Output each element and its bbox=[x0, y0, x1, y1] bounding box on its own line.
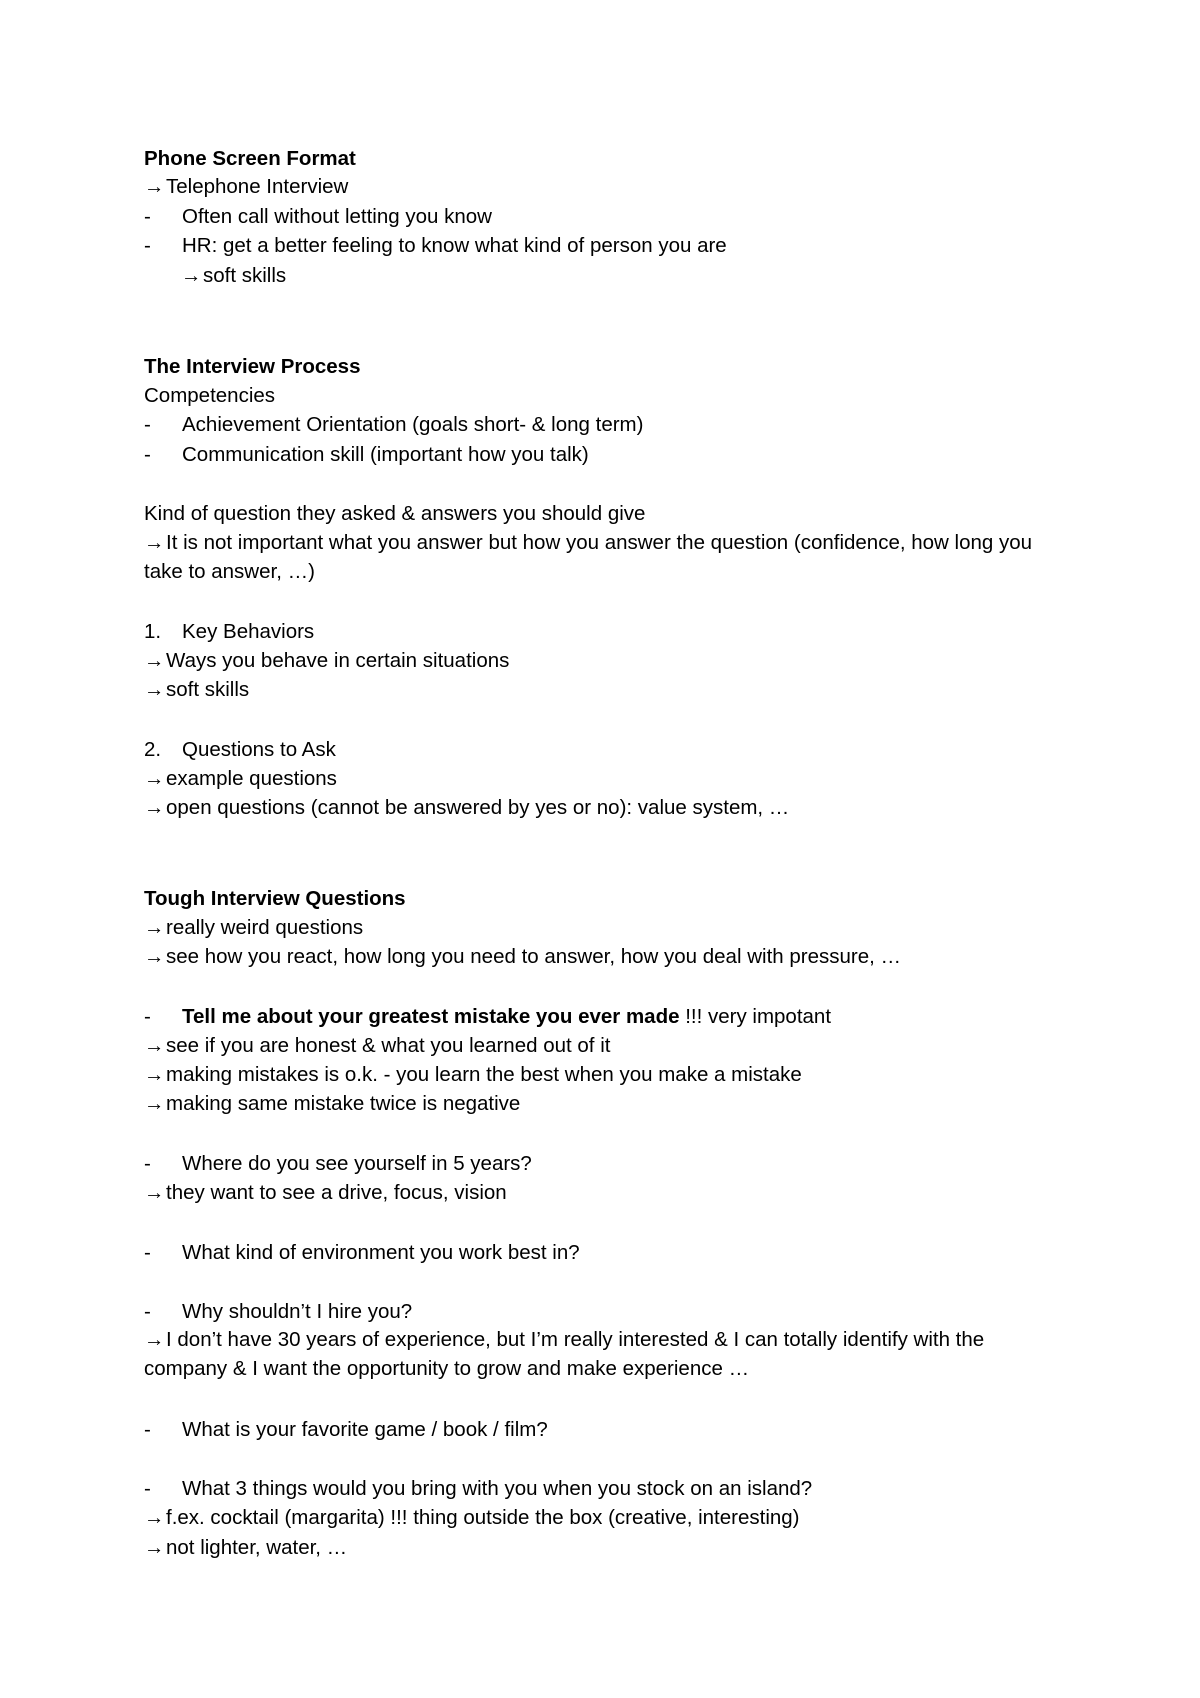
arrow-line bbox=[144, 1536, 347, 1560]
numbered-item bbox=[144, 738, 336, 762]
question-text: What kind of environment you work best in? bbox=[182, 1241, 580, 1264]
question-text: What is your favorite game / book / film? bbox=[182, 1418, 548, 1441]
arrow-paragraph bbox=[144, 528, 1064, 586]
paragraph-kind: Kind of question they asked & answers you should give bbox=[144, 502, 646, 525]
arrow-icon: → bbox=[144, 531, 165, 554]
bullet-item bbox=[144, 234, 727, 258]
subheading-competencies: Competencies bbox=[144, 384, 276, 407]
dash-bullet: - bbox=[144, 1152, 151, 1175]
arrow-icon: → bbox=[144, 1506, 165, 1529]
line-text: making same mistake twice is negative bbox=[166, 1092, 521, 1115]
arrow-icon: → bbox=[144, 1092, 165, 1115]
question-item bbox=[144, 1152, 532, 1176]
question-note: !!! very impotant bbox=[679, 1005, 832, 1028]
item-text: Key Behaviors bbox=[182, 620, 315, 643]
question-item bbox=[144, 1241, 580, 1265]
bullet-item bbox=[144, 413, 643, 437]
arrow-line bbox=[144, 916, 363, 940]
line-text: example questions bbox=[166, 767, 337, 790]
dash-bullet: - bbox=[144, 1300, 151, 1323]
line-text: soft skills bbox=[203, 264, 287, 287]
item-text: Questions to Ask bbox=[182, 738, 336, 761]
line-text: It is not important what you answer but how you answer the question (confidence, how long you take to answer, …) bbox=[144, 531, 1033, 583]
arrow-icon: → bbox=[144, 1181, 165, 1204]
question-text: Where do you see yourself in 5 years? bbox=[182, 1152, 532, 1175]
question-bold-text: Tell me about your greatest mistake you ever made bbox=[182, 1005, 680, 1028]
dash-bullet: - bbox=[144, 1477, 151, 1500]
question-text: Why shouldn’t I hire you? bbox=[182, 1300, 413, 1323]
dash-bullet: - bbox=[144, 1241, 151, 1264]
arrow-icon: → bbox=[144, 678, 165, 701]
line-text: Telephone Interview bbox=[166, 175, 349, 198]
arrow-line bbox=[144, 1034, 610, 1058]
line-text: see how you react, how long you need to answer, how you deal with pressure, … bbox=[166, 945, 902, 968]
bullet-text: Communication skill (important how you talk) bbox=[182, 443, 589, 466]
dash-bullet: - bbox=[144, 205, 151, 228]
dash-bullet: - bbox=[144, 443, 151, 466]
arrow-icon: → bbox=[144, 1328, 165, 1351]
arrow-paragraph bbox=[144, 1325, 1064, 1383]
line-text: open questions (cannot be answered by yes or no): value system, … bbox=[166, 796, 790, 819]
arrow-icon: → bbox=[144, 1034, 165, 1057]
arrow-line bbox=[144, 1092, 520, 1116]
arrow-icon: → bbox=[144, 767, 165, 790]
arrow-line bbox=[144, 767, 337, 791]
bullet-text: HR: get a better feeling to know what kind of person you are bbox=[182, 234, 727, 257]
line-text: they want to see a drive, focus, vision bbox=[166, 1181, 507, 1204]
line-text: soft skills bbox=[166, 678, 250, 701]
line-text: see if you are honest & what you learned out of it bbox=[166, 1034, 611, 1057]
arrow-icon: → bbox=[181, 264, 202, 287]
arrow-line bbox=[144, 1181, 507, 1205]
arrow-icon: → bbox=[144, 1063, 165, 1086]
arrow-icon: → bbox=[144, 175, 165, 198]
question-text: What 3 things would you bring with you when you stock on an island? bbox=[182, 1477, 813, 1500]
arrow-line bbox=[144, 175, 348, 199]
sub-arrow-line bbox=[181, 264, 286, 288]
question-item bbox=[144, 1005, 831, 1029]
dash-bullet: - bbox=[144, 1005, 151, 1028]
bullet-item bbox=[144, 205, 492, 229]
question-item bbox=[144, 1418, 548, 1442]
numbered-item bbox=[144, 620, 314, 644]
line-text: Ways you behave in certain situations bbox=[166, 649, 510, 672]
bullet-text: Often call without letting you know bbox=[182, 205, 492, 228]
dash-bullet: - bbox=[144, 1418, 151, 1441]
dash-bullet: - bbox=[144, 234, 151, 257]
arrow-icon: → bbox=[144, 1536, 165, 1559]
list-number: 2. bbox=[144, 738, 162, 761]
line-text: not lighter, water, … bbox=[166, 1536, 348, 1559]
question-item bbox=[144, 1300, 412, 1324]
arrow-line bbox=[144, 678, 249, 702]
question-item bbox=[144, 1477, 812, 1501]
arrow-line bbox=[144, 945, 901, 969]
bullet-item bbox=[144, 443, 589, 467]
line-text: making mistakes is o.k. - you learn the best when you make a mistake bbox=[166, 1063, 802, 1086]
arrow-line bbox=[144, 1506, 800, 1530]
arrow-line bbox=[144, 649, 509, 673]
line-text: f.ex. cocktail (margarita) !!! thing outside the box (creative, interesting) bbox=[166, 1506, 800, 1529]
section-heading-process: The Interview Process bbox=[144, 355, 361, 378]
arrow-icon: → bbox=[144, 945, 165, 968]
section-heading-phone: Phone Screen Format bbox=[144, 147, 356, 170]
line-text: I don’t have 30 years of experience, but I’m really interested & I can totally identify with the company & I want the opportunity to grow and make experience … bbox=[144, 1328, 985, 1380]
list-number: 1. bbox=[144, 620, 162, 643]
arrow-line bbox=[144, 796, 789, 820]
arrow-line bbox=[144, 1063, 802, 1087]
bullet-text: Achievement Orientation (goals short- & long term) bbox=[182, 413, 644, 436]
section-heading-tough: Tough Interview Questions bbox=[144, 887, 406, 910]
arrow-icon: → bbox=[144, 649, 165, 672]
arrow-icon: → bbox=[144, 916, 165, 939]
line-text: really weird questions bbox=[166, 916, 364, 939]
arrow-icon: → bbox=[144, 796, 165, 819]
dash-bullet: - bbox=[144, 413, 151, 436]
